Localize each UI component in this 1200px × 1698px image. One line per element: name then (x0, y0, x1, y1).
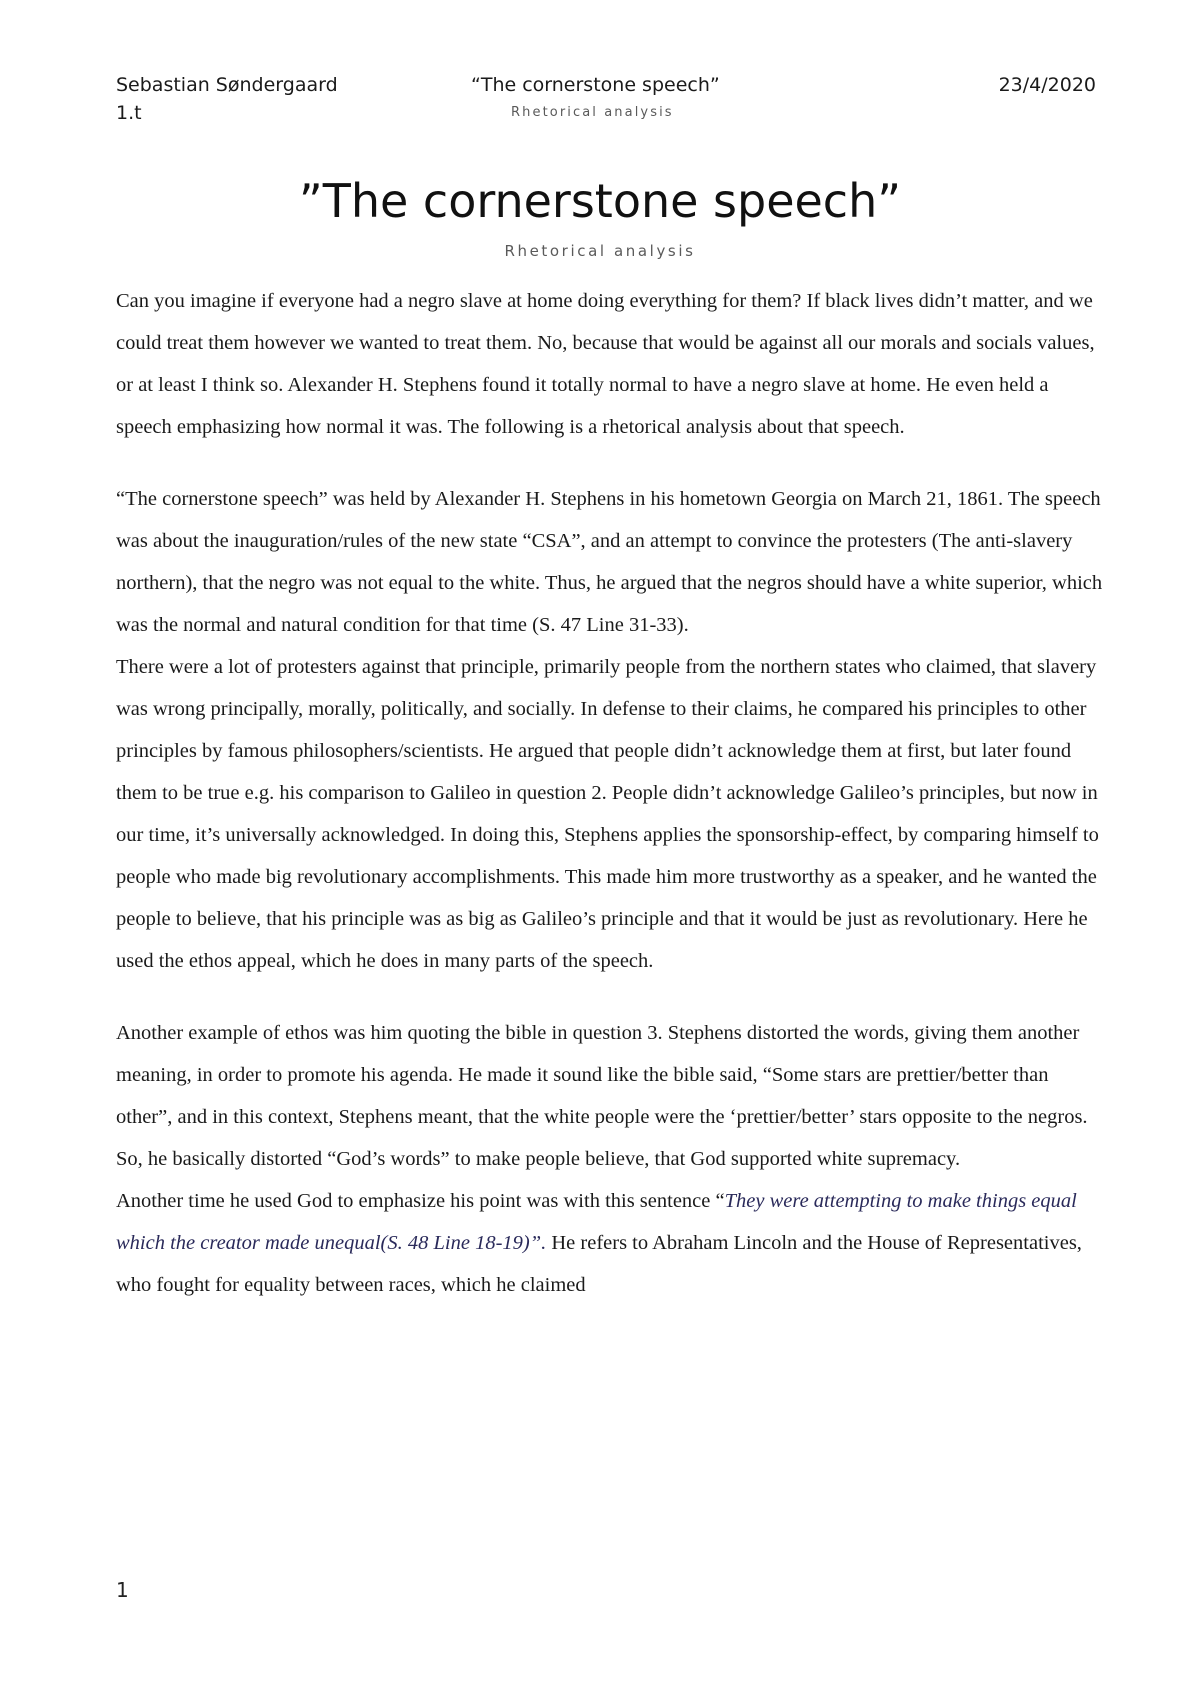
header-title: “The cornerstone speech” (471, 74, 720, 96)
document-title: ”The cornerstone speech” (298, 174, 902, 228)
header-subtitle: Rhetorical analysis (511, 105, 674, 120)
page-header (116, 72, 1096, 132)
paragraph-ethos-galileo: There were a lot of protesters against that principle, primarily people from the northern states who claimed, that slavery was wrong principally, morally, politically, and socially. In defense to their claims, he compared his principles to other principles by famous philosophers/scientists. He argued that people didn’t acknowledge them at first, but later found them to be true e.g. his comparison to Galileo in question 2. People didn’t acknowledge Galileo’s principles, but now in our time, it’s universally acknowledged. In doing this, Stephens applies the sponsorship-effect, by comparing himself to people who made big revolutionary accomplishments. This made him more trustworthy as a speaker, and he wanted the people to believe, that his principle was as big as Galileo’s principle and that it would be just as revolutionary. Here he used the ethos appeal, which he does in many parts of the speech. (116, 656, 1099, 972)
speech-quote: They were attempting to make things equal which the creator made unequal(S. 48 Line 18-19)”. (116, 1190, 1077, 1254)
paragraph-creator-quote (116, 1180, 1104, 1306)
author-name: Sebastian Søndergaard (116, 74, 338, 96)
paragraph-ethos-bible: Another example of ethos was him quoting the bible in question 3. Stephens distorted the words, giving them another meaning, in order to promote his agenda. He made it sound like the bible said, “Some stars are prettier/better than other”, and in this context, Stephens meant, that the white people were the ‘prettier/better’ stars opposite to the negros. So, he basically distorted “God’s words” to make people believe, that God supported white supremacy. (116, 1022, 1088, 1170)
paragraph-text-before-quote: Another time he used God to emphasize his point was with this sentence “ (116, 1190, 725, 1212)
class-label: 1.t (116, 102, 142, 124)
paragraph-context: “The cornerstone speech” was held by Alexander H. Stephens in his hometown Georgia on March 21, 1861. The speech was about the inauguration/rules of the new state “CSA”, and an attempt to convince the protesters (The anti-slavery northern), that the negro was not equal to the white. Thus, he argued that the negros should have a white superior, which was the normal and natural condition for that time (S. 47 Line 31-33). (116, 488, 1103, 636)
page-number: 1 (116, 1578, 129, 1602)
paragraph-text-after-quote: He refers to Abraham Lincoln and the House of Representatives, who fought for equality between races, which he claimed (116, 1232, 1082, 1296)
document-body (116, 280, 1104, 1306)
document-subtitle: Rhetorical analysis (504, 242, 696, 260)
header-date: 23/4/2020 (998, 74, 1096, 96)
paragraph-intro: Can you imagine if everyone had a negro slave at home doing everything for them? If black lives didn’t matter, and we could treat them however we wanted to treat them. No, because that would be against all our morals and socials values, or at least I think so. Alexander H. Stephens found it totally normal to have a negro slave at home. He even held a speech emphasizing how normal it was. The following is a rhetorical analysis about that speech. (116, 290, 1095, 438)
